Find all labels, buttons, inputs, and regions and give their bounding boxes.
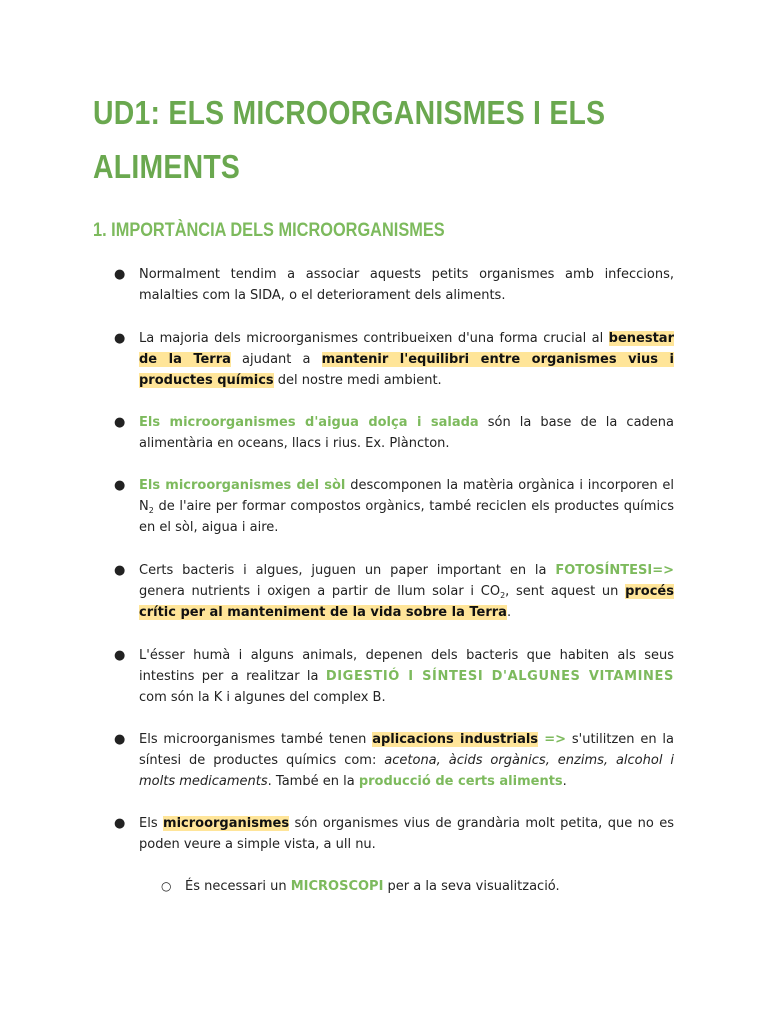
list-item <box>114 264 674 306</box>
bullet-icon: ● <box>114 331 126 346</box>
bullet-icon: ● <box>114 732 126 747</box>
green-keyword: Els microorganismes d'aigua dolça i salada <box>139 415 479 430</box>
sub-list-item <box>161 876 674 897</box>
bullet-icon: ● <box>114 816 126 831</box>
item-text: ajudant a <box>230 352 322 367</box>
item-text: . <box>562 774 567 789</box>
green-keyword: FOTOSÍNTESI=> <box>555 563 674 578</box>
item-text: del nostre medi ambient. <box>273 373 442 388</box>
item-text: És necessari un <box>185 879 291 894</box>
green-keyword: => <box>538 732 567 747</box>
item-text: són organismes vius de grandària molt petita, que no es poden veure a simple vista, a ull nu. <box>139 816 674 852</box>
bullet-icon: ● <box>114 563 126 578</box>
item-text: per a la seva visualització. <box>383 879 560 894</box>
item-text: són la base de la cadena alimentària en oceans, llacs i rius. Ex. Plàncton. <box>139 415 675 451</box>
item-text: de l'aire per formar compostos orgànics, també reciclen els productes químics en el sòl, aigua i aire. <box>139 499 674 535</box>
item-text: . També en la <box>267 774 359 789</box>
item-text: s'utilitzen en la síntesi de productes químics com: <box>139 732 674 768</box>
green-keyword: producció de certs aliments <box>358 774 563 789</box>
page-title: UD1: ELS MICROORGANISMES I ELS ALIMENTS <box>93 94 606 185</box>
bullet-icon: ● <box>114 478 126 493</box>
list-item <box>114 560 674 623</box>
bullet-icon: ● <box>114 267 126 282</box>
item-text: Els microorganismes també tenen <box>139 732 373 747</box>
list-item <box>114 328 674 391</box>
section-heading: 1. IMPORTÀNCIA DELS MICROORGANISMES <box>93 220 445 241</box>
list-item <box>114 475 674 538</box>
item-text: L'ésser humà i alguns animals, depenen dels bacteris que habiten als seus intestins per a realitzar la <box>139 648 674 684</box>
green-keyword: Els microorganismes del sòl <box>139 478 346 493</box>
subscript: 2 <box>500 591 506 600</box>
item-text: com són la K i algunes del complex B. <box>139 690 386 705</box>
list-item <box>114 813 674 855</box>
item-text: , sent aquest un <box>505 584 626 599</box>
green-keyword: MICROSCOPI <box>290 879 384 894</box>
bullet-icon: ● <box>114 648 126 663</box>
item-text: La majoria dels microorganismes contribueixen d'una forma crucial al <box>139 331 609 346</box>
hollow-bullet-icon: ○ <box>161 879 172 893</box>
green-keyword: DIGESTIÓ I SÍNTESI D'ALGUNES VITAMINES <box>325 669 674 684</box>
highlight-text: mantenir l'equilibri entre organismes vius i productes químics <box>139 352 674 388</box>
item-text: descomponen la matèria orgànica i incorporen el N <box>139 478 674 514</box>
item-text: Els <box>139 816 164 831</box>
italic-text: acetona, àcids orgànics, enzims, alcohol i molts medicaments <box>139 753 674 789</box>
item-text: genera nutrients i oxigen a partir de llum solar i CO <box>139 584 501 599</box>
bullet-icon: ● <box>114 415 126 430</box>
item-text: Certs bacteris i algues, juguen un paper important en la <box>139 563 556 578</box>
highlight-text: microorganismes <box>163 816 290 831</box>
list-item <box>114 412 675 454</box>
item-text: Normalment tendim a associar aquests petits organismes amb infeccions, malalties com la SIDA, o el deteriorament dels aliments. <box>139 267 674 303</box>
highlight-text: aplicacions industrials <box>372 732 539 747</box>
highlight-text: benestar de la Terra <box>139 331 674 367</box>
subscript: 2 <box>148 506 154 515</box>
list-item <box>114 729 674 792</box>
item-text: . <box>506 605 512 620</box>
highlight-text: procés crític per al manteniment de la vida sobre la Terra <box>139 584 674 620</box>
list-item <box>114 645 674 708</box>
